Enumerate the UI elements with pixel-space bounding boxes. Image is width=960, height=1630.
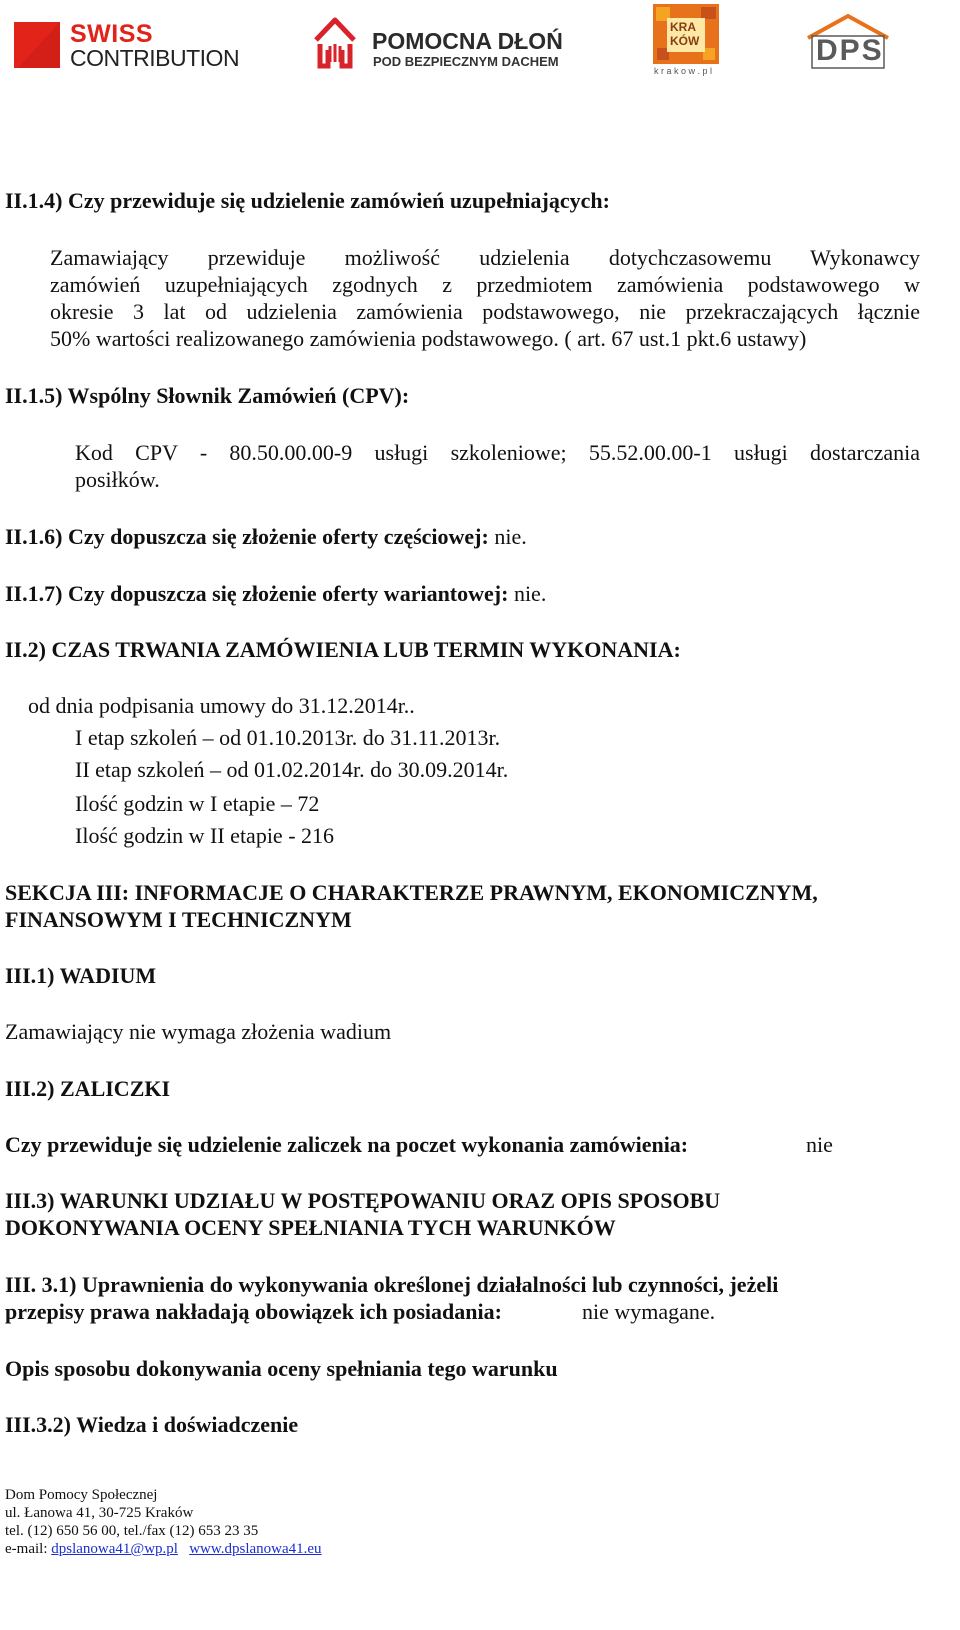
section-II-1-6-value: nie. [488, 524, 527, 549]
section-II-1-7-heading: II.1.7) Czy dopuszcza się złożenie oferty wariantowej: [5, 581, 509, 606]
cpv-line1: Kod CPV - 80.50.00.00-9 usługi szkoleniowe; 55.52.00.00-1 usługi dostarczania [75, 440, 920, 465]
pomocna-don-logo [312, 16, 582, 76]
section-III-heading-line1: SEKCJA III: INFORMACJE O CHARAKTERZE PRAWNYM, EKONOMICZNYM, [5, 880, 818, 905]
footer-contact [5, 1540, 322, 1558]
section-II-1-5-heading: II.1.5) Wspólny Słownik Zamówień (CPV): [5, 383, 410, 408]
opis-heading: Opis sposobu dokonywania oceny spełniania tego warunku [5, 1356, 558, 1381]
section-III-3-1-answer: nie wymagane. [582, 1299, 716, 1324]
footer-name: Dom Pomocy Społecznej [5, 1487, 158, 1503]
section-III-1-heading: III.1) WADIUM [5, 963, 157, 988]
section-III-3-heading-line1: III.3) WARUNKI UDZIAŁU W POSTĘPOWANIU ORAZ OPIS SPOSOBU [5, 1188, 721, 1213]
section-III-3-heading-line2: DOKONYWANIA OCENY SPEŁNIANIA TYCH WARUNKÓW [5, 1215, 616, 1240]
footer-phone: tel. (12) 650 56 00, tel./fax (12) 653 23 35 [5, 1523, 259, 1539]
duration-line3: II etap szkoleń – od 01.02.2014r. do 30.09.2014r. [75, 757, 509, 782]
duration-line4: Ilość godzin w I etapie – 72 [75, 791, 320, 816]
krakow-logo [650, 4, 722, 78]
footer [5, 1486, 605, 1626]
swiss-logo-line2: CONTRIBUTION [70, 45, 240, 71]
pomocna-logo-line1: POMOCNA DŁOŃ [372, 28, 563, 54]
section-III-2-answer: nie [806, 1132, 833, 1157]
krakow-logo-caption: k r a k o w . p l [654, 66, 713, 76]
house-hands-icon [312, 16, 358, 74]
duration-line1: od dnia podpisania umowy do 31.12.2014r.. [28, 693, 415, 718]
section-II-1-4-para-line2: zamówień uzupełniających zgodnych z przedmiotem zamówienia podstawowego w [50, 272, 920, 297]
section-II-1-4-para-line3: okresie 3 lat od udzielenia zamówienia podstawowego, nie przekraczających łącznie [50, 299, 920, 324]
duration-line5: Ilość godzin w II etapie - 216 [75, 823, 335, 848]
swiss-logo-line1: SWISS [70, 20, 154, 48]
swiss-flag-icon [14, 22, 60, 68]
krakow-logo-line1: KRA [670, 20, 696, 34]
cpv-line2: posiłków. [75, 467, 160, 492]
krakow-logo-line2: KÓW [670, 34, 700, 48]
section-III-3-2-heading: III.3.2) Wiedza i doświadczenie [5, 1412, 299, 1437]
footer-email-label: e-mail: [5, 1541, 52, 1557]
footer-address: ul. Łanowa 41, 30-725 Kraków [5, 1505, 194, 1521]
section-II-1-4-heading: II.1.4) Czy przewiduje się udzielenie zamówień uzupełniających: [5, 188, 610, 213]
section-II-1-7 [5, 581, 546, 607]
section-III-2-question: Czy przewiduje się udzielenie zaliczek na poczet wykonania zamówienia: [5, 1132, 689, 1157]
section-II-1-4-para-line4: 50% wartości realizowanego zamówienia podstawowego. ( art. 67 ust.1 pkt.6 ustawy) [50, 326, 807, 351]
pomocna-logo-line2: POD BEZPIECZNYM DACHEM [373, 54, 559, 69]
section-II-1-4-para-line1: Zamawiający przewiduje możliwość udzielenia dotychczasowemu Wykonawcy [50, 245, 920, 270]
swiss-contribution-logo [14, 20, 244, 70]
section-II-1-6 [5, 524, 527, 550]
section-II-1-6-heading: II.1.6) Czy dopuszcza się złożenie oferty częściowej: [5, 524, 489, 549]
section-II-1-7-value: nie. [508, 581, 547, 606]
section-III-3-1-line2: przepisy prawa nakładają obowiązek ich posiadania: [5, 1299, 502, 1324]
section-II-2-heading: II.2) CZAS TRWANIA ZAMÓWIENIA LUB TERMIN WYKONANIA: [5, 637, 681, 662]
section-III-3-1-line1: III. 3.1) Uprawnienia do wykonywania określonej działalności lub czynności, jeżeli [5, 1272, 779, 1297]
dps-logo-text: DPS [816, 34, 884, 67]
logo-header [0, 0, 960, 90]
footer-email-link[interactable]: dpslanowa41@wp.pl [51, 1541, 178, 1557]
section-III-2-heading: III.2) ZALICZKI [5, 1076, 171, 1101]
section-III-heading-line2: FINANSOWYM I TECHNICZNYM [5, 907, 352, 932]
footer-website-link[interactable]: www.dpslanowa41.eu [189, 1541, 322, 1557]
dps-logo [804, 12, 894, 72]
duration-line2: I etap szkoleń – od 01.10.2013r. do 31.11.2013r. [75, 725, 501, 750]
section-III-1-text: Zamawiający nie wymaga złożenia wadium [5, 1019, 392, 1044]
